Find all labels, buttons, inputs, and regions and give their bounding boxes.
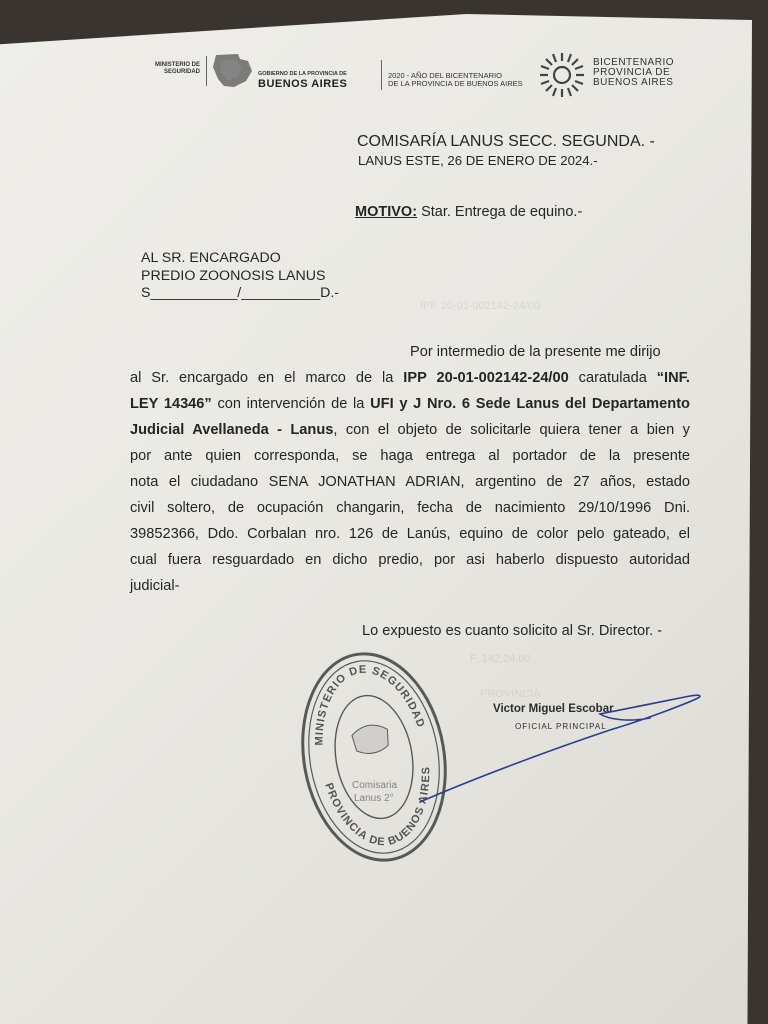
bicentenario-label: BICENTENARIO PROVINCIA DE BUENOS AIRES xyxy=(593,57,675,88)
body-line-2: al Sr. encargado en el marco de la IPP 20-01-002142-24/00 caratulada “INF. xyxy=(130,370,690,386)
motivo-text: Star. Entrega de equino.- xyxy=(421,204,583,220)
body-line-6: nota el ciudadano SENA JONATHAN ADRIAN, argentino de 27 años, estado xyxy=(130,474,690,490)
motivo-label: MOTIVO: xyxy=(355,204,418,220)
province-map-logo-icon xyxy=(210,53,254,89)
stamp-bottom-text: PROVINCIA DE BUENOS AIRES xyxy=(322,765,433,849)
body-line-9: cual fuera resguardado en dicho predio, por asi haberlo dispuesto autoridad xyxy=(130,552,690,568)
body-line-3: LEY 14346” con intervención de la UFI y J Nro. 6 Sede Lanus del Departamento xyxy=(130,396,690,412)
body-line-10: judicial- xyxy=(130,578,180,594)
body-line-7: civil soltero, de ocupación changarin, fecha de nacimiento 29/10/1996 Dni. xyxy=(130,500,690,516)
office-name: COMISARÍA LANUS SECC. SEGUNDA. - xyxy=(357,133,655,150)
stamp-top-text: MINISTERIO DE SEGURIDAD xyxy=(313,663,427,746)
gobierno-label: GOBIERNO DE LA PROVINCIA DE xyxy=(258,71,347,77)
addressee-line-2: PREDIO ZOONOSIS LANUS xyxy=(141,268,326,284)
body-line-5: por ante quien corresponda, se haga entrega al portador de la presente xyxy=(130,448,690,464)
bleed-through-2: F. 142.24.00 xyxy=(470,653,531,665)
signature-scribble xyxy=(410,690,710,810)
header-divider xyxy=(206,56,207,86)
buenos-aires-label: BUENOS AIRES xyxy=(258,78,348,90)
closing-line: Lo expuesto es cuanto solicito al Sr. Director. - xyxy=(362,623,663,639)
motivo-line xyxy=(355,204,582,220)
header-divider-2 xyxy=(381,60,382,90)
addressee-line-3: S___________/__________D.- xyxy=(141,285,340,301)
addressee-line-1: AL SR. ENCARGADO xyxy=(141,250,281,266)
ley-number: LEY 14346” xyxy=(130,396,212,412)
body-line-4: Judicial Avellaneda - Lanus, con el objeto de solicitarle quiera tener a bien y xyxy=(130,422,690,438)
bleed-through-3: PROVINCIA xyxy=(480,688,541,700)
bleed-through-1: IPP 20-01-002142-24/00 xyxy=(420,300,541,312)
stamp-center-2: Lanus 2° xyxy=(354,793,394,804)
signature-name: Victor Miguel Escobar xyxy=(493,703,614,715)
body-line-8: 39852366, Ddo. Corbalan nro. 126 de Lanús, equino de color pelo gateado, el xyxy=(130,526,690,542)
ipp-number: IPP 20-01-002142-24/00 xyxy=(403,370,569,386)
ufi-reference: UFI y J Nro. 6 Sede Lanus del Departamento xyxy=(370,396,690,412)
body-line-1: Por intermedio de la presente me dirijo xyxy=(410,344,661,360)
stamp-center-1: Comisaria xyxy=(352,780,398,791)
place-date: LANUS ESTE, 26 DE ENERO DE 2024.- xyxy=(358,153,598,168)
bicentenario-sun-logo-icon xyxy=(538,51,586,99)
signature-title: OFICIAL PRINCIPAL xyxy=(515,722,607,731)
anio-bicentenario: 2020 - AÑO DEL BICENTENARIO DE LA PROVINCIA DE BUENOS AIRES xyxy=(388,71,523,88)
ministry-label: MINISTERIO DE SEGURIDAD xyxy=(154,62,200,75)
